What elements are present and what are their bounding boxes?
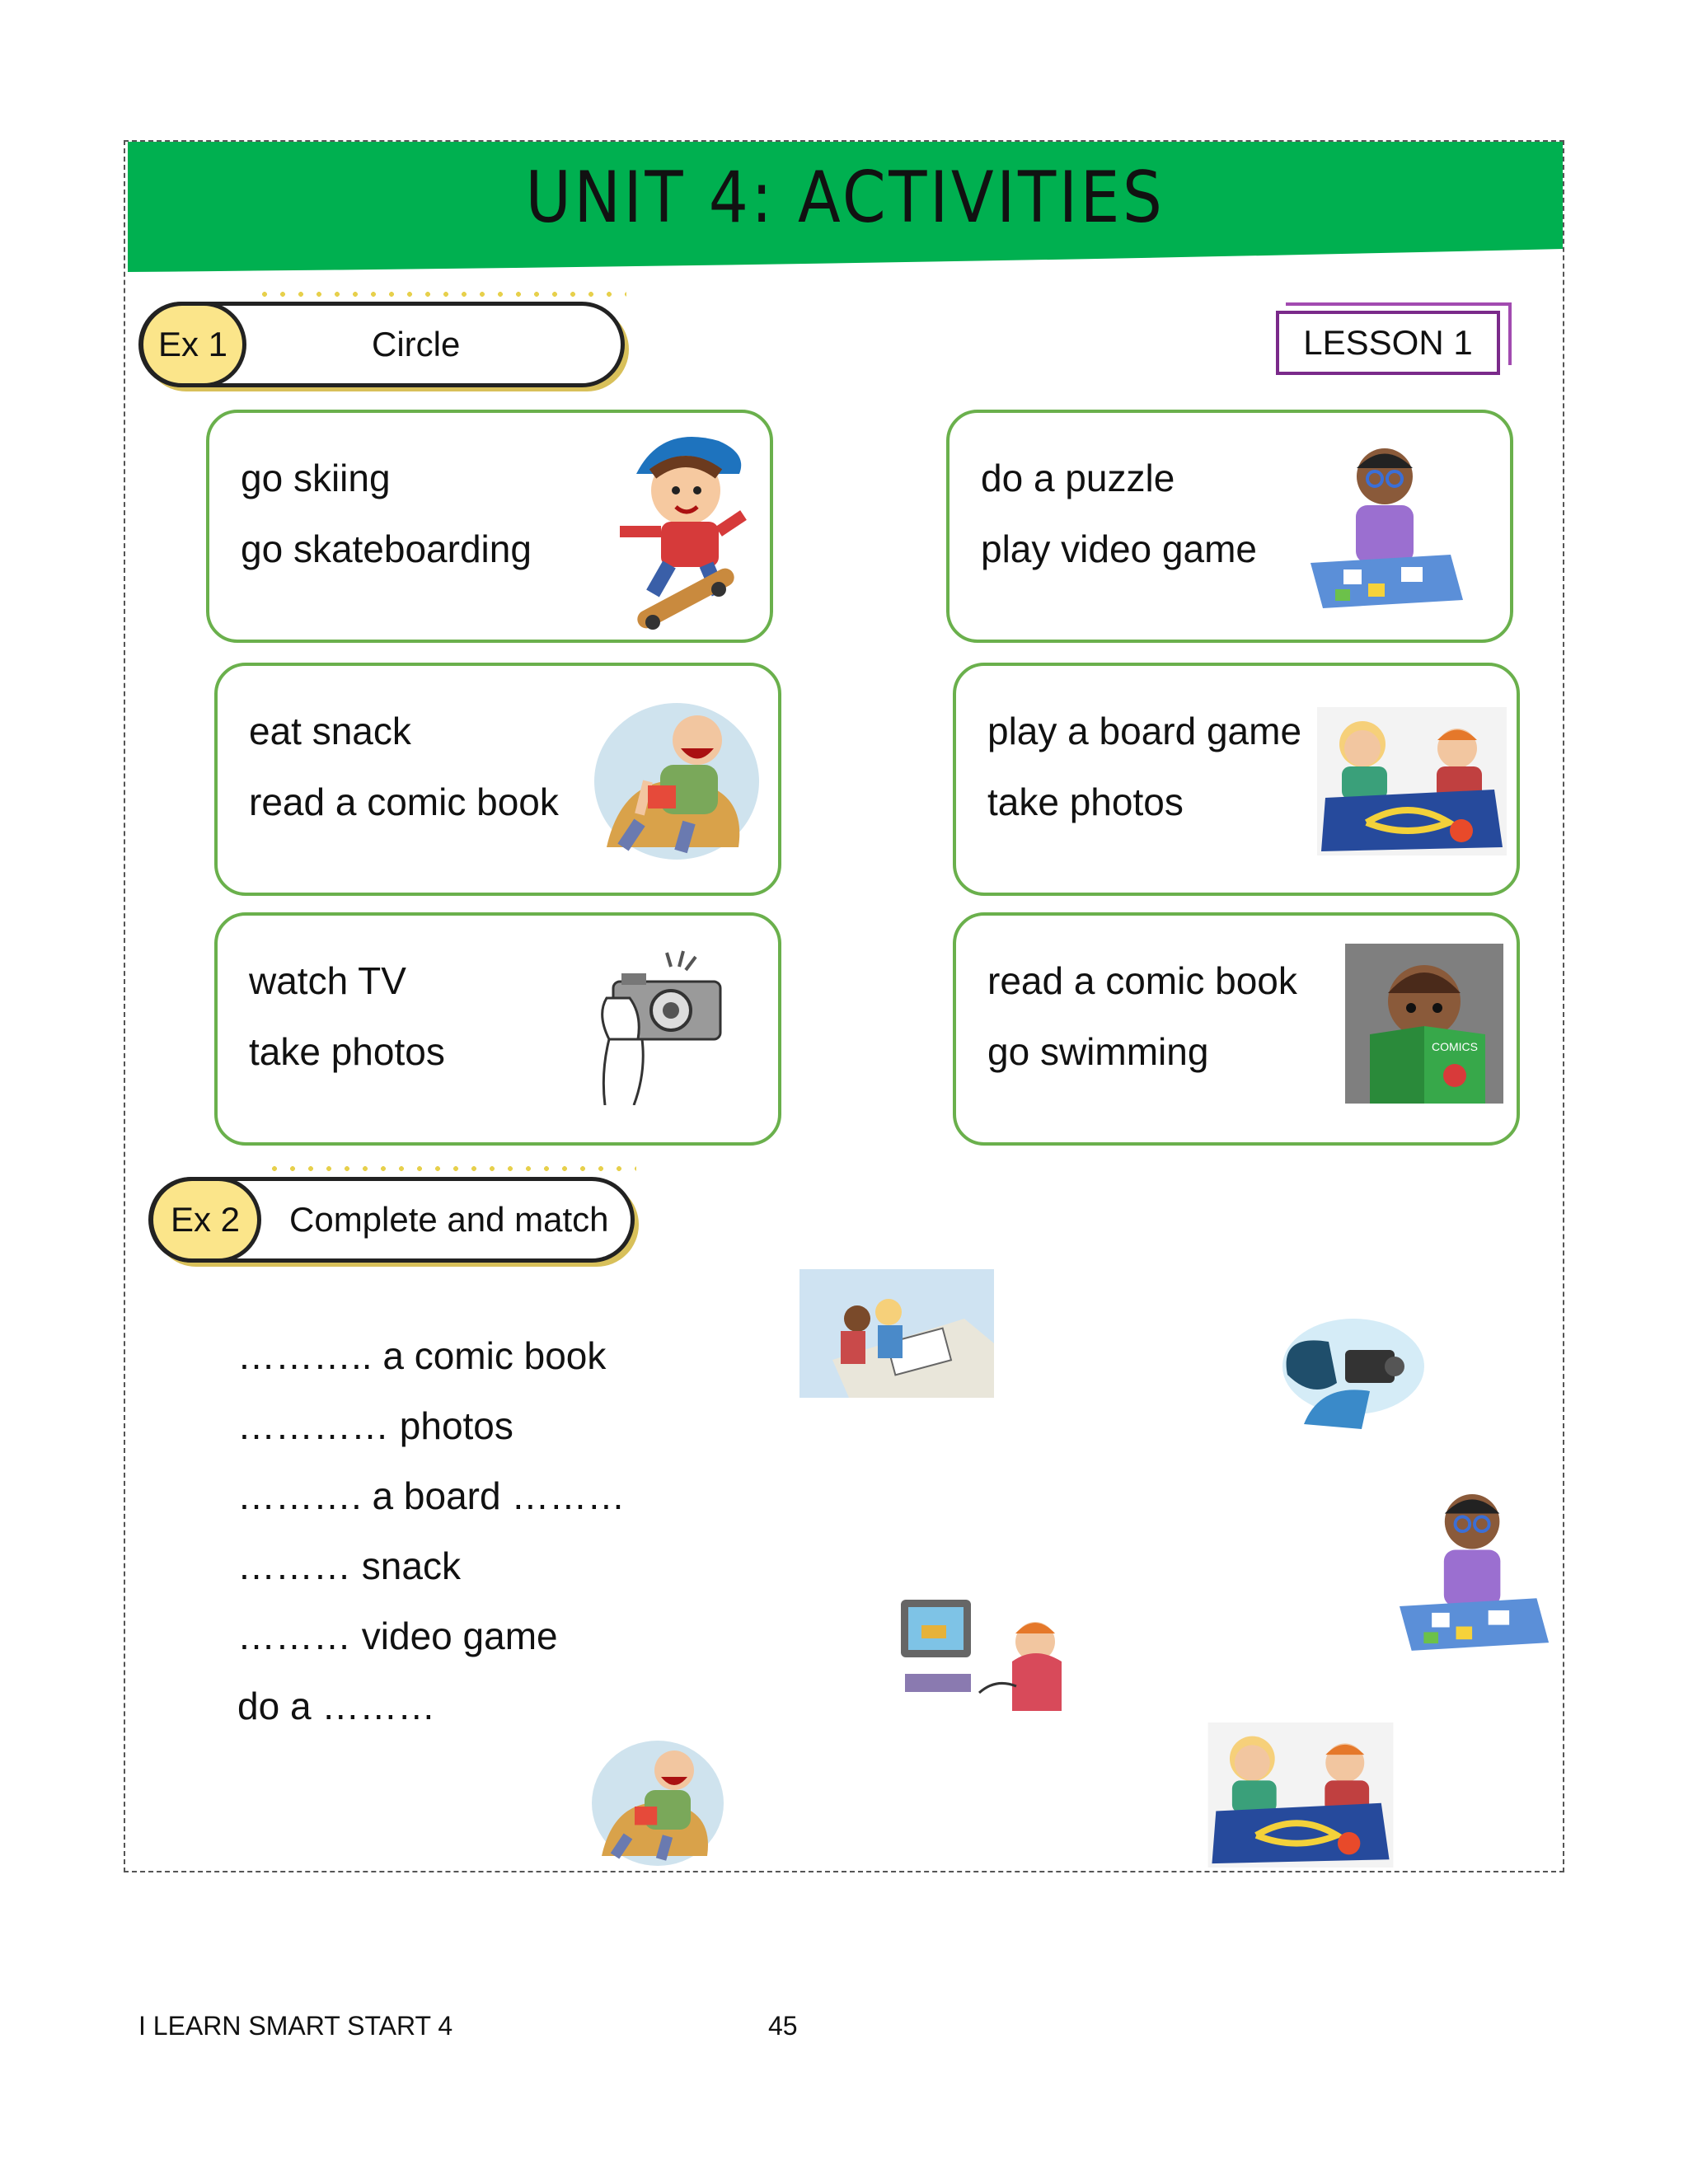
ex1-card-1 <box>206 410 773 643</box>
comics-label: COMICS <box>1432 1040 1478 1053</box>
ex1-tag: Ex 1 <box>139 302 246 387</box>
lesson-badge <box>1276 311 1500 375</box>
board-game-kids-icon <box>1317 707 1507 855</box>
taking-photo-picture[interactable] <box>1271 1317 1424 1429</box>
eating-snack-picture[interactable] <box>587 1731 729 1869</box>
card-option-2[interactable]: take photos <box>987 780 1184 823</box>
card-option-1[interactable]: play a board game <box>987 710 1302 752</box>
footer-page-number: 45 <box>768 2011 798 2041</box>
camera-hand-icon <box>597 949 729 1105</box>
dotted-accent <box>256 292 626 297</box>
card-option-2[interactable]: take photos <box>249 1030 445 1073</box>
ex1-card-4 <box>953 663 1520 896</box>
card-option-2[interactable]: go skateboarding <box>241 527 532 570</box>
comic-reading-boy-icon <box>1345 944 1503 1104</box>
ex2-item-4[interactable]: ……… snack <box>237 1544 461 1587</box>
ex2-item-5[interactable]: ……… video game <box>237 1615 558 1657</box>
board-game-picture[interactable] <box>1207 1722 1394 1868</box>
ex2-item-6[interactable]: do a ……… <box>237 1685 436 1727</box>
ex1-instruction: Circle <box>372 325 461 363</box>
comic-reading-kids-picture[interactable] <box>799 1269 994 1398</box>
card-option-2[interactable]: read a comic book <box>249 780 559 823</box>
ex2-tag: Ex 2 <box>149 1177 261 1263</box>
ex2-item-2[interactable]: ………… photos <box>237 1404 513 1447</box>
card-option-1[interactable]: eat snack <box>249 710 411 752</box>
ex1-card-3 <box>214 663 781 896</box>
card-option-2[interactable]: play video game <box>981 527 1257 570</box>
ex1-header <box>138 302 625 387</box>
ex2-instruction: Complete and match <box>289 1200 609 1239</box>
ex2-item-1[interactable]: ……….. a comic book <box>237 1334 607 1377</box>
ex2-item-3[interactable]: ………. a board ……… <box>237 1474 626 1517</box>
skateboarding-boy-icon <box>603 424 760 630</box>
ex1-card-5 <box>214 912 781 1146</box>
title-banner-text-area <box>128 142 1563 274</box>
snack-man-icon <box>590 691 763 864</box>
card-option-1[interactable]: watch TV <box>249 959 406 1002</box>
dotted-accent <box>265 1166 636 1171</box>
doing-puzzle-picture[interactable] <box>1400 1483 1553 1657</box>
footer-book-title: I LEARN SMART START 4 <box>138 2011 453 2041</box>
card-option-1[interactable]: do a puzzle <box>981 457 1175 499</box>
card-option-1[interactable]: read a comic book <box>987 959 1297 1002</box>
ex1-card-2 <box>946 410 1513 643</box>
ex2-header <box>148 1177 635 1263</box>
card-option-1[interactable]: go skiing <box>241 457 391 499</box>
lesson-label: LESSON 1 <box>1303 323 1473 362</box>
puzzle-boy-icon <box>1311 439 1467 612</box>
ex1-card-6 <box>953 912 1520 1146</box>
page-title: UNIT 4: ACTIVITIES <box>525 156 1165 239</box>
card-option-2[interactable]: go swimming <box>987 1030 1209 1073</box>
playing-video-game-picture[interactable] <box>897 1596 1070 1718</box>
